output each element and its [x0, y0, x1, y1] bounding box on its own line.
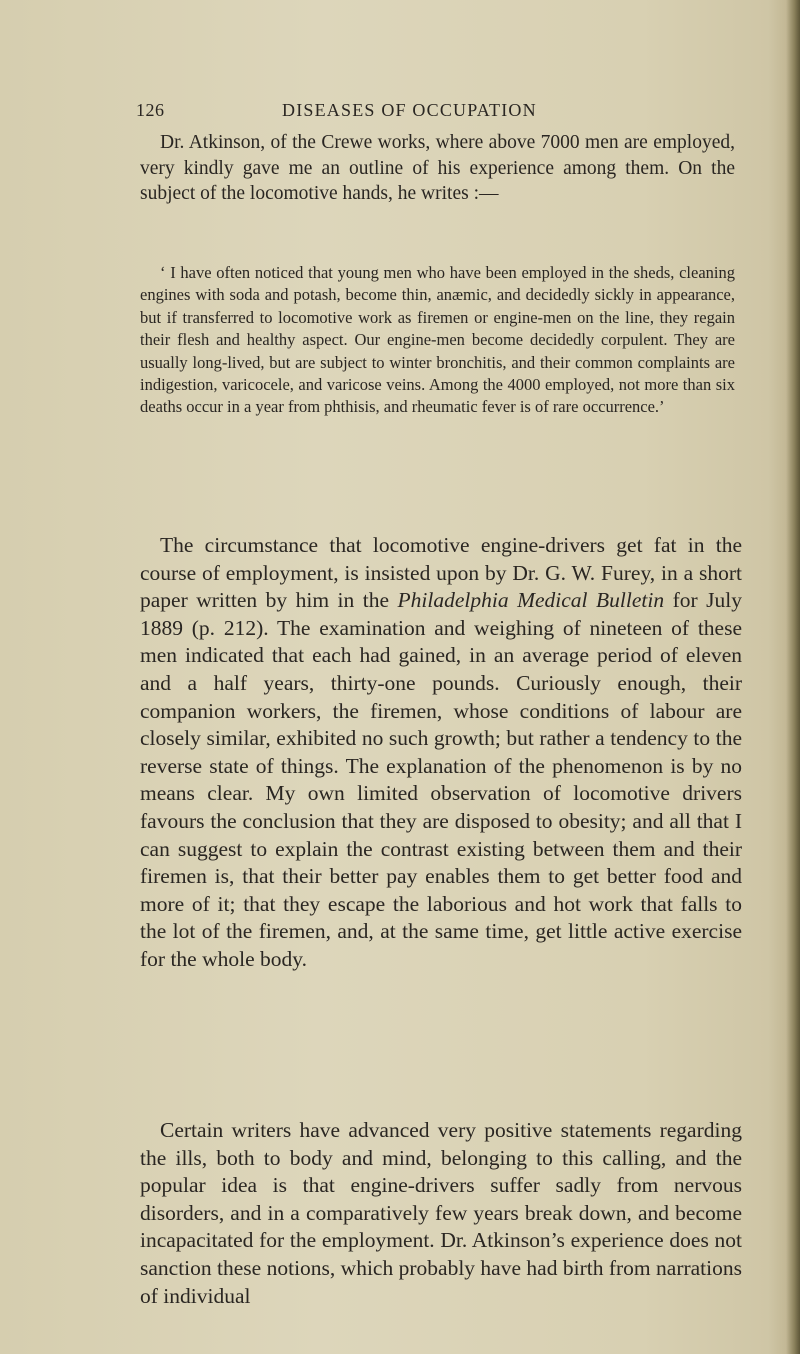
paragraph-atkinson-intro: Dr. Atkinson, of the Crewe works, where above 7000 men are employed, very kindly gave me an outline of his experience among them. On the subject of the locomotive hands, he writes :— [140, 132, 735, 204]
page-edge-shadow [786, 0, 800, 1354]
paragraph-text-part: for July 1889 (p. 212). The examination and weighing of nineteen of these men indicated that each had gained, in an average period of eleven and a half years, thirty-one pounds. Curiously enough, their companion workers, the firemen, whose conditions of labour are closely similar, exhibited no such growth; but rather a tendency to the reverse state of things. The explanation of the phenomenon is by no means clear. My own limited observation of locomotive drivers favours the conclusion that they are disposed to obesity; and all that I can suggest to explain the contrast existing between them and their firemen is, that their better pay enables them to get better food and more of it; that they escape the laborious and hot work that falls to the lot of the firemen, and, at the same time, get little active exercise for the whole body. [140, 588, 742, 971]
running-title: DISEASES OF OCCUPATION [282, 100, 537, 120]
paragraph-text-part: The circumstance that locomotive engine-drivers get fat in the course of employment, is insisted upon by Dr. G. W. Furey, in a short paper written by him in the [140, 533, 742, 613]
page-number: 126 [136, 100, 165, 120]
paragraph-engine-drivers-fat [140, 532, 742, 974]
running-head [136, 100, 766, 124]
paragraph-certain-writers: Certain writers have advanced very positive statements regarding the ills, both to body and mind, belonging to this calling, and the popular idea is that engine-drivers suffer sadly from nervous disorders, and in a comparatively few years break down, and become incapacitated for the employment. Dr. Atkinson’s experience does not sanction these notions, which probably have had birth from narrations of individual [140, 1118, 742, 1308]
journal-title: Philadelphia Medical Bulletin [397, 588, 665, 613]
quotation-atkinson: ‘ I have often noticed that young men who have been employed in the sheds, cleaning engines with soda and potash, become thin, anæmic, and decidedly sickly in appearance, but if transferred to locomotive work as firemen or engine-men on the line, they regain their flesh and healthy aspect. Our engine-men become decidedly corpulent. They are usually long-lived, but are subject to winter bronchitis, and their common complaints are indigestion, varicocele, and varicose veins. Among the 4000 employed, not more than six deaths occur in a year from phthisis, and rheumatic fever is of rare occurrence.’ [140, 263, 735, 417]
